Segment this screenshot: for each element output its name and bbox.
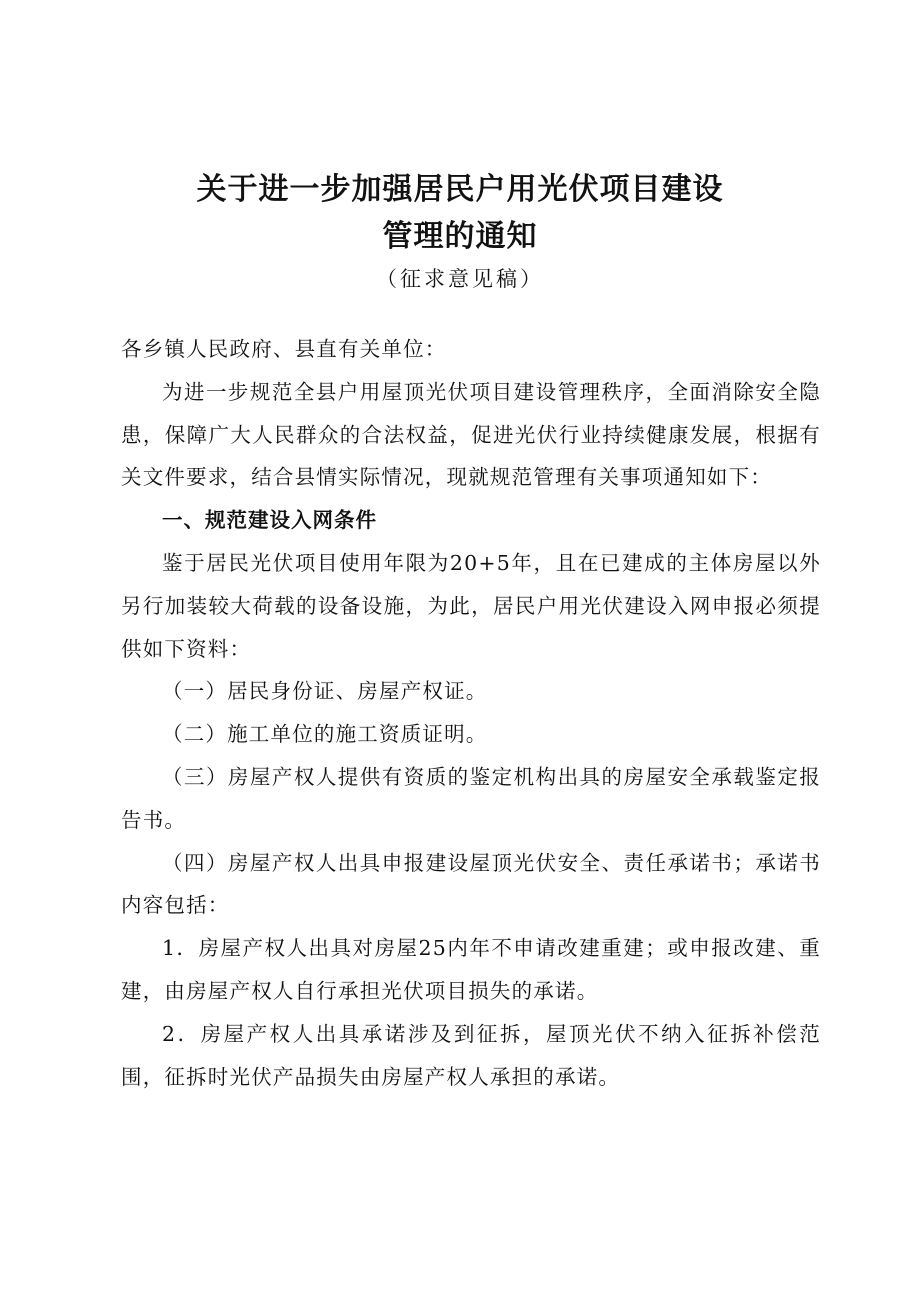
list-item: （一）居民身份证、房屋产权证。: [162, 679, 488, 704]
section-1-paragraph: 鉴于居民光伏项目使用年限为20+5年，且在已建成的主体房屋以外另行加装较大荷载的设备设施，为此，居民户用光伏建设入网申报必须提供如下资料：: [121, 550, 821, 661]
list-item: （三）房屋产权人提供有资质的鉴定机构出具的房屋安全承载鉴定报告书。: [121, 764, 821, 832]
list-item: （四）房屋产权人出具申报建设屋顶光伏安全、责任承诺书；承诺书内容包括：: [121, 850, 821, 918]
list-item: （二）施工单位的施工资质证明。: [162, 722, 488, 747]
salutation: 各乡镇人民政府、县直有关单位：: [121, 337, 447, 361]
sub-list-item: 2．房屋产权人出具承诺涉及到征拆，屋顶光伏不纳入征拆补偿范围，征拆时光伏产品损失由房屋产权人承担的承诺。: [121, 1021, 821, 1089]
document-body: [121, 328, 821, 1098]
section-1-heading: 一、规范建设入网条件: [162, 508, 377, 533]
document-subtitle: （征求意见稿）: [376, 267, 544, 291]
intro-paragraph: 为进一步规范全县户用屋顶光伏项目建设管理秩序，全面消除安全隐患，保障广大人民群众的合法权益，促进光伏行业持续健康发展，根据有关文件要求，结合县情实际情况，现就规范管理有关事项通知如下：: [121, 379, 821, 490]
document-title-line-1: 关于进一步加强居民户用光伏项目建设: [196, 172, 724, 207]
document-title-line-2: 管理的通知: [382, 219, 538, 254]
sub-list-item: 1．房屋产权人出具对房屋25内年不申请改建重建；或申报改建、重建，由房屋产权人自行承担光伏项目损失的承诺。: [121, 936, 821, 1003]
